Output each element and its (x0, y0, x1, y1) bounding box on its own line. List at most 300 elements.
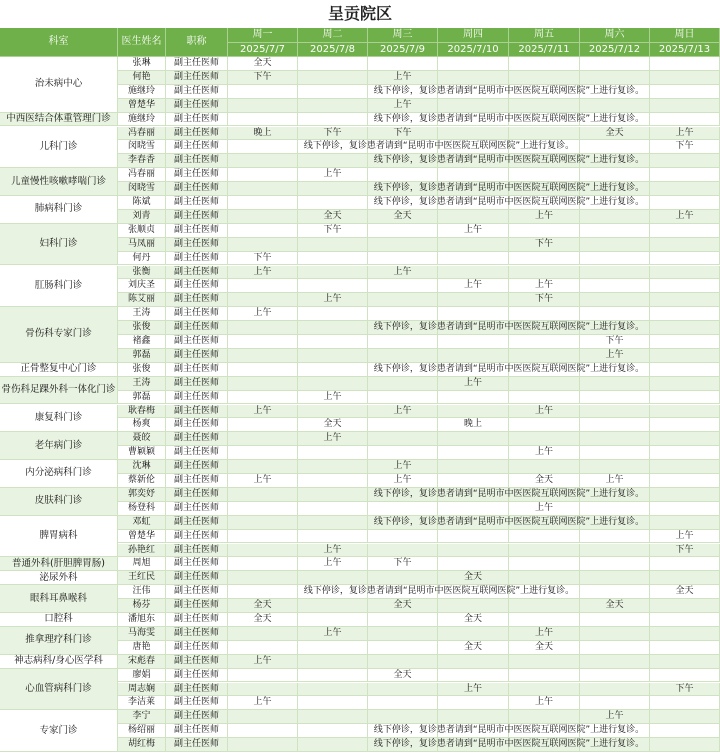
doctor-title: 副主任医师 (166, 460, 228, 474)
slot-cell: 上午 (298, 391, 368, 405)
slot-cell (298, 655, 368, 669)
slot-cell (368, 252, 438, 266)
slot-cell: 全天 (228, 613, 298, 627)
slot-cell: 上午 (650, 210, 720, 224)
slot-cell (298, 641, 368, 655)
slot-cell (580, 460, 650, 474)
slot-cell (298, 252, 368, 266)
doctor-title: 副主任医师 (166, 127, 228, 141)
slot-cell (368, 544, 438, 558)
slot-cell (580, 696, 650, 710)
doctor-title: 副主任医师 (166, 669, 228, 683)
slot-cell (650, 710, 720, 724)
dept-name: 普通外科(肝胆脾胃肠) (0, 557, 118, 571)
doctor-title: 副主任医师 (166, 349, 228, 363)
slot-cell: 上午 (509, 210, 580, 224)
closure-note: 线下停诊，复诊患者请到“昆明市中医医院互联网医院”上进行复诊。 (373, 725, 645, 736)
slot-cell (580, 641, 650, 655)
slot-cell (228, 669, 298, 683)
slot-cell: 上午 (368, 266, 438, 280)
doctor-name: 冯春丽 (118, 127, 166, 141)
doctor-title: 副主任医师 (166, 516, 228, 530)
slot-cell: 全天 (580, 127, 650, 141)
slot-cell (368, 696, 438, 710)
slot-cell (580, 613, 650, 627)
slot-cell (650, 474, 720, 488)
slot-cell (509, 57, 580, 71)
doctor-title: 副主任医师 (166, 641, 228, 655)
doctor-name: 聂皎 (118, 432, 166, 446)
slot-cell (650, 391, 720, 405)
doctor-name: 张衡 (118, 266, 166, 280)
slot-cell: 下午 (580, 335, 650, 349)
slot-cell: 上午 (580, 349, 650, 363)
slot-cell (580, 252, 650, 266)
doctor-title: 副主任医师 (166, 182, 228, 196)
slot-cell (509, 349, 580, 363)
slot-cell (298, 696, 368, 710)
slot-cell (438, 544, 509, 558)
slot-cell (368, 641, 438, 655)
slot-cell: 下午 (298, 224, 368, 238)
slot-cell: 上午 (509, 502, 580, 516)
dept-name: 妇科门诊 (0, 224, 118, 266)
slot-cell (368, 446, 438, 460)
slot-cell (298, 99, 368, 113)
slot-cell (438, 266, 509, 280)
slot-cell (438, 210, 509, 224)
slot-cell (368, 432, 438, 446)
slot-cell (580, 530, 650, 544)
dept-name: 心血管病科门诊 (0, 669, 118, 711)
slot-cell (509, 655, 580, 669)
doctor-title: 副主任医师 (166, 557, 228, 571)
slot-cell (298, 460, 368, 474)
slot-cell: 上午 (368, 99, 438, 113)
slot-cell (228, 391, 298, 405)
doctor-name: 沈琳 (118, 460, 166, 474)
doctor-name: 张俊 (118, 321, 166, 335)
doctor-name: 王涛 (118, 307, 166, 321)
doctor-name: 李洁莱 (118, 696, 166, 710)
slot-cell (509, 544, 580, 558)
slot-cell (368, 349, 438, 363)
slot-cell (298, 669, 368, 683)
slot-cell: 下午 (509, 293, 580, 307)
slot-cell (509, 599, 580, 613)
slot-cell (228, 154, 298, 168)
slot-cell (228, 571, 298, 585)
slot-cell (438, 127, 509, 141)
slot-cell (438, 474, 509, 488)
date-header: 2025/7/9 (368, 43, 438, 57)
doctor-title: 副主任医师 (166, 224, 228, 238)
slot-cell: 全天 (509, 641, 580, 655)
slot-cell (298, 57, 368, 71)
slot-cell (509, 252, 580, 266)
doctor-name: 曾楚华 (118, 99, 166, 113)
dept-name: 推拿理疗科门诊 (0, 627, 118, 655)
slot-cell (298, 599, 368, 613)
slot-cell (298, 349, 368, 363)
slot-cell (438, 460, 509, 474)
doctor-name: 刘青 (118, 210, 166, 224)
closure-note: 线下停诊，复诊患者请到“昆明市中医医院互联网医院”上进行复诊。 (373, 197, 645, 207)
slot-cell (509, 71, 580, 85)
doctor-name: 王红民 (118, 571, 166, 585)
doctor-name: 闵晓雪 (118, 182, 166, 196)
doctor-name: 胡红梅 (118, 738, 166, 752)
doctor-title: 副主任医师 (166, 446, 228, 460)
slot-cell (580, 683, 650, 697)
slot-cell: 上午 (298, 168, 368, 182)
slot-cell: 上午 (580, 710, 650, 724)
dept-header: 科室 (0, 28, 118, 57)
dept-name: 口腔科 (0, 613, 118, 627)
slot-cell (580, 544, 650, 558)
slot-cell (438, 446, 509, 460)
slot-cell (509, 99, 580, 113)
slot-cell (438, 335, 509, 349)
title-header: 职称 (166, 28, 228, 57)
doctor-title: 副主任医师 (166, 474, 228, 488)
doctor-name: 郭磊 (118, 391, 166, 405)
doctor-name: 马海雯 (118, 627, 166, 641)
slot-cell: 上午 (228, 266, 298, 280)
day-header: 周二 (298, 28, 368, 43)
slot-cell (580, 502, 650, 516)
doctor-name: 杨爽 (118, 418, 166, 432)
slot-cell (650, 349, 720, 363)
slot-cell (368, 613, 438, 627)
slot-cell (509, 710, 580, 724)
doctor-title: 副主任医师 (166, 113, 228, 127)
slot-cell (228, 641, 298, 655)
slot-cell (580, 446, 650, 460)
slot-cell (509, 683, 580, 697)
dept-name: 神志病科/身心医学科 (0, 655, 118, 669)
doctor-name: 唐艳 (118, 641, 166, 655)
slot-cell (438, 293, 509, 307)
slot-cell (650, 57, 720, 71)
slot-cell (650, 252, 720, 266)
slot-cell (650, 293, 720, 307)
slot-cell (228, 210, 298, 224)
slot-cell (298, 710, 368, 724)
slot-cell (509, 432, 580, 446)
date-header: 2025/7/11 (509, 43, 580, 57)
slot-cell: 晚上 (228, 127, 298, 141)
doctor-title: 副主任医师 (166, 613, 228, 627)
slot-cell (580, 377, 650, 391)
dept-name: 肺病科门诊 (0, 196, 118, 224)
slot-cell (580, 418, 650, 432)
slot-cell: 下午 (368, 127, 438, 141)
slot-cell (438, 405, 509, 419)
doctor-title: 副主任医师 (166, 571, 228, 585)
slot-cell: 上午 (298, 544, 368, 558)
slot-cell (228, 85, 298, 99)
day-header: 周五 (509, 28, 580, 43)
slot-cell: 上午 (650, 127, 720, 141)
slot-cell (368, 571, 438, 585)
doctor-name: 施继玲 (118, 113, 166, 127)
slot-cell (650, 335, 720, 349)
slot-cell (650, 599, 720, 613)
slot-cell (580, 293, 650, 307)
slot-cell: 下午 (228, 71, 298, 85)
doctor-title: 副主任医师 (166, 57, 228, 71)
slot-cell (368, 57, 438, 71)
doctor-title: 副主任医师 (166, 599, 228, 613)
slot-cell (438, 599, 509, 613)
slot-cell (580, 405, 650, 419)
doctor-name: 陈斌 (118, 196, 166, 210)
slot-cell (650, 557, 720, 571)
slot-cell: 上午 (580, 474, 650, 488)
doctor-title: 副主任医师 (166, 544, 228, 558)
slot-cell (368, 418, 438, 432)
slot-cell (650, 446, 720, 460)
slot-cell (298, 683, 368, 697)
slot-cell: 上午 (368, 460, 438, 474)
closure-note: 线下停诊，复诊患者请到“昆明市中医医院互联网医院”上进行复诊。 (373, 113, 645, 124)
slot-cell (438, 432, 509, 446)
doctor-name: 刘庆圣 (118, 279, 166, 293)
doctor-title: 副主任医师 (166, 85, 228, 99)
slot-cell: 上午 (368, 474, 438, 488)
slot-cell: 上午 (298, 557, 368, 571)
slot-cell: 下午 (650, 683, 720, 697)
dept-name: 内分泌病科门诊 (0, 460, 118, 488)
doctor-name: 曾楚华 (118, 530, 166, 544)
closure-note: 线下停诊，复诊患者请到“昆明市中医医院互联网医院”上进行复诊。 (373, 322, 645, 333)
slot-cell (650, 627, 720, 641)
slot-cell (650, 641, 720, 655)
doctor-title: 副主任医师 (166, 307, 228, 321)
doctor-title: 副主任医师 (166, 432, 228, 446)
dept-name: 肛肠科门诊 (0, 266, 118, 308)
slot-cell (228, 418, 298, 432)
slot-cell (368, 502, 438, 516)
slot-cell (368, 391, 438, 405)
slot-cell (438, 57, 509, 71)
slot-cell (298, 571, 368, 585)
slot-cell (228, 99, 298, 113)
slot-cell: 全天 (228, 599, 298, 613)
slot-cell (438, 710, 509, 724)
day-header: 周三 (368, 28, 438, 43)
doctor-title: 副主任医师 (166, 363, 228, 377)
slot-cell (298, 405, 368, 419)
slot-cell (438, 99, 509, 113)
doctor-title: 副主任医师 (166, 738, 228, 752)
slot-cell: 全天 (438, 613, 509, 627)
slot-cell: 下午 (650, 140, 720, 154)
slot-cell (368, 168, 438, 182)
slot-cell (298, 530, 368, 544)
doctor-title: 副主任医师 (166, 71, 228, 85)
doctor-name: 何艳 (118, 71, 166, 85)
slot-cell (580, 99, 650, 113)
slot-cell (650, 307, 720, 321)
slot-cell (228, 530, 298, 544)
doctor-title: 副主任医师 (166, 488, 228, 502)
slot-cell (368, 335, 438, 349)
day-header: 周四 (438, 28, 509, 43)
slot-cell: 全天 (228, 57, 298, 71)
slot-cell (438, 238, 509, 252)
slot-cell: 上午 (509, 279, 580, 293)
doctor-title: 副主任医师 (166, 99, 228, 113)
slot-cell (509, 571, 580, 585)
slot-cell (298, 502, 368, 516)
slot-cell: 上午 (228, 307, 298, 321)
slot-cell (580, 655, 650, 669)
slot-cell: 上午 (438, 377, 509, 391)
doctor-title: 副主任医师 (166, 696, 228, 710)
doctor-header: 医生姓名 (118, 28, 166, 57)
doctor-title: 副主任医师 (166, 377, 228, 391)
slot-cell (650, 655, 720, 669)
slot-cell: 上午 (298, 432, 368, 446)
slot-cell (228, 544, 298, 558)
doctor-name: 张琳 (118, 57, 166, 71)
slot-cell: 上午 (368, 405, 438, 419)
slot-cell (509, 460, 580, 474)
slot-cell (580, 669, 650, 683)
slot-cell (298, 307, 368, 321)
slot-cell: 上午 (368, 71, 438, 85)
doctor-name: 蔡新伦 (118, 474, 166, 488)
slot-cell (650, 669, 720, 683)
slot-cell (228, 557, 298, 571)
slot-cell (438, 349, 509, 363)
slot-cell (368, 655, 438, 669)
slot-cell: 上午 (509, 627, 580, 641)
slot-cell (438, 627, 509, 641)
dept-name: 脾胃病科 (0, 516, 118, 558)
closure-note: 线下停诊，复诊患者请到“昆明市中医医院互联网医院”上进行复诊。 (373, 488, 645, 499)
slot-cell (650, 266, 720, 280)
slot-cell (228, 293, 298, 307)
slot-cell: 全天 (438, 571, 509, 585)
slot-cell: 全天 (580, 599, 650, 613)
slot-cell (509, 530, 580, 544)
slot-cell (228, 321, 298, 335)
slot-cell (650, 613, 720, 627)
slot-cell (228, 113, 298, 127)
slot-cell (368, 530, 438, 544)
slot-cell (650, 405, 720, 419)
doctor-name: 汪伟 (118, 585, 166, 599)
slot-cell (298, 613, 368, 627)
dept-name: 老年病门诊 (0, 432, 118, 460)
slot-cell: 上午 (298, 293, 368, 307)
dept-name: 康复科门诊 (0, 405, 118, 433)
slot-cell (580, 238, 650, 252)
doctor-name: 潘旭东 (118, 613, 166, 627)
closure-note: 线下停诊，复诊患者请到“昆明市中医医院互联网医院”上进行复诊。 (373, 516, 645, 527)
slot-cell (580, 168, 650, 182)
slot-cell: 下午 (298, 127, 368, 141)
doctor-title: 副主任医师 (166, 655, 228, 669)
dept-name: 眼科耳鼻喉科 (0, 585, 118, 613)
dept-name: 骨伤科足踝外科一体化门诊 (0, 377, 118, 405)
doctor-name: 郭奕妤 (118, 488, 166, 502)
slot-cell (298, 474, 368, 488)
slot-cell (368, 238, 438, 252)
slot-cell (650, 571, 720, 585)
slot-cell: 下午 (509, 238, 580, 252)
slot-cell (580, 391, 650, 405)
dept-name: 中西医结合体重管理门诊 (0, 113, 118, 127)
slot-cell (368, 307, 438, 321)
slot-cell (228, 446, 298, 460)
slot-cell (509, 557, 580, 571)
slot-cell (228, 238, 298, 252)
dept-name: 儿童慢性咳嗽哮喘门诊 (0, 168, 118, 196)
doctor-name: 曹颖颖 (118, 446, 166, 460)
slot-cell (228, 710, 298, 724)
doctor-title: 副主任医师 (166, 279, 228, 293)
dept-name: 骨伤科专家门诊 (0, 307, 118, 363)
slot-cell (580, 71, 650, 85)
slot-cell (228, 363, 298, 377)
doctor-title: 副主任医师 (166, 724, 228, 738)
dept-name: 皮肤科门诊 (0, 488, 118, 516)
slot-cell (509, 418, 580, 432)
slot-cell (368, 377, 438, 391)
doctor-title: 副主任医师 (166, 391, 228, 405)
doctor-title: 副主任医师 (166, 418, 228, 432)
doctor-title: 副主任医师 (166, 335, 228, 349)
doctor-name: 周旭 (118, 557, 166, 571)
doctor-title: 副主任医师 (166, 210, 228, 224)
slot-cell (438, 71, 509, 85)
closure-note: 线下停诊，复诊患者请到“昆明市中医医院互联网医院”上进行复诊。 (373, 363, 645, 374)
slot-cell (228, 488, 298, 502)
slot-cell: 全天 (368, 669, 438, 683)
day-header: 周一 (228, 28, 298, 43)
slot-cell (438, 502, 509, 516)
slot-cell: 上午 (228, 655, 298, 669)
slot-cell (228, 168, 298, 182)
slot-cell (298, 446, 368, 460)
slot-cell (228, 724, 298, 738)
slot-cell (509, 613, 580, 627)
dept-name: 正骨整复中心门诊 (0, 363, 118, 377)
closure-note: 线下停诊，复诊患者请到“昆明市中医医院互联网医院”上进行复诊。 (373, 183, 645, 194)
slot-cell (509, 391, 580, 405)
slot-cell (438, 168, 509, 182)
slot-cell (438, 655, 509, 669)
slot-cell (228, 683, 298, 697)
doctor-title: 副主任医师 (166, 238, 228, 252)
date-header: 2025/7/12 (580, 43, 650, 57)
slot-cell: 全天 (368, 599, 438, 613)
slot-cell (298, 279, 368, 293)
slot-cell (580, 557, 650, 571)
doctor-name: 冯春丽 (118, 168, 166, 182)
doctor-name: 闵晓雪 (118, 140, 166, 154)
slot-cell (368, 710, 438, 724)
slot-cell (650, 279, 720, 293)
doctor-title: 副主任医师 (166, 321, 228, 335)
date-header: 2025/7/10 (438, 43, 509, 57)
day-header: 周日 (650, 28, 720, 43)
slot-cell (438, 557, 509, 571)
